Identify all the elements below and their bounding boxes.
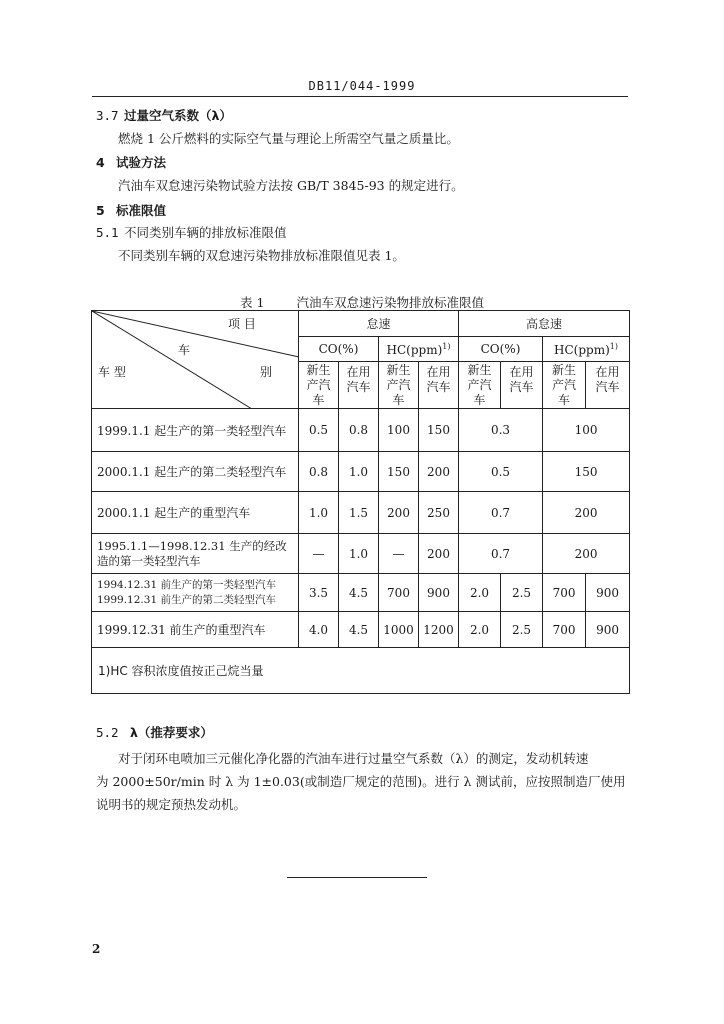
section-5-1-title: 不同类别车辆的排放标准限值 — [124, 225, 287, 240]
cell-value: 1.5 — [339, 492, 379, 534]
section-5-2-line-1: 对于闭环电喷加三元催化净化器的汽油车进行过量空气系数（λ）的测定，发动机转速 — [118, 751, 589, 766]
row-label: 2000.1.1 起生产的第二类轻型汽车 — [92, 452, 299, 492]
header-item-label: 项 目 — [228, 317, 256, 331]
table-row — [92, 574, 630, 612]
cell-value: 2.5 — [501, 574, 543, 612]
cell-value: 200 — [419, 534, 459, 574]
header-high-idle: 高怠速 — [459, 311, 630, 337]
cell-value: 0.8 — [299, 452, 339, 492]
cell-value: 2.5 — [501, 612, 543, 648]
row-label: 1999.1.1 起生产的第一类轻型汽车 — [92, 409, 299, 452]
row-label: 1995.1.1—1998.12.31 生产的经改 造的第一类轻型汽车 — [92, 534, 299, 574]
cell-value: 0.7 — [459, 492, 543, 534]
cell-value: 100 — [543, 409, 630, 452]
section-4-number: 4 — [96, 155, 105, 170]
table-caption-title: 汽油车双怠速污染物排放标准限值 — [296, 295, 484, 310]
table-diagonal-header — [92, 311, 299, 409]
cell-value: 900 — [419, 574, 459, 612]
header-idle-hc — [379, 337, 459, 362]
cell-value: 700 — [543, 612, 586, 648]
cell-value: 250 — [419, 492, 459, 534]
standard-code: DB11/044-1999 — [308, 79, 416, 93]
cell-value: 1200 — [419, 612, 459, 648]
section-4-text: 汽油车双怠速污染物试验方法按 GB/T 3845-93 的规定进行。 — [118, 178, 464, 193]
cell-value: 0.5 — [459, 452, 543, 492]
cell-value: 4.0 — [299, 612, 339, 648]
header-used-vehicle: 在用 汽车 — [501, 362, 543, 409]
row-label: 2000.1.1 起生产的重型汽车 — [92, 492, 299, 534]
cell-value: 0.7 — [459, 534, 543, 574]
header-new-vehicle: 新生 产汽 车 — [379, 362, 419, 409]
cell-value: 200 — [419, 452, 459, 492]
cell-value: 1.0 — [339, 534, 379, 574]
table-footnote: 1)HC 容积浓度值按正己烷当量 — [92, 648, 630, 694]
cell-value: — — [379, 534, 419, 574]
section-5-2-number: 5.2 — [96, 725, 119, 740]
hc-footnote-mark: 1) — [442, 341, 451, 351]
cell-value: 0.3 — [459, 409, 543, 452]
table-row — [92, 492, 630, 534]
cell-value: 1.0 — [339, 452, 379, 492]
header-vehicle-type-label: 车 型 — [98, 365, 126, 379]
emission-limits-table — [91, 310, 630, 694]
cell-value: 0.5 — [299, 409, 339, 452]
row-label: 1999.12.31 前生产的重型汽车 — [92, 612, 299, 648]
cell-value: 150 — [543, 452, 630, 492]
table-row — [92, 452, 630, 492]
section-3-7-text: 燃烧 1 公斤燃料的实际空气量与理论上所需空气量之质量比。 — [118, 131, 459, 146]
hc-footnote-mark: 1) — [609, 341, 619, 351]
table-row — [92, 612, 630, 648]
header-new-vehicle: 新生 产汽 车 — [543, 362, 586, 409]
section-5-title: 标准限值 — [116, 203, 167, 218]
section-3-7-title: 过量空气系数（λ） — [124, 108, 232, 123]
cell-value: 2.0 — [459, 574, 501, 612]
cell-value: 700 — [379, 574, 419, 612]
header-idle: 怠速 — [299, 311, 459, 337]
cell-value: 4.5 — [339, 574, 379, 612]
cell-value: 1000 — [379, 612, 419, 648]
table-note-row — [92, 648, 630, 694]
table-caption-label: 表 1 — [240, 295, 265, 310]
cell-value: — — [299, 534, 339, 574]
cell-value: 200 — [543, 534, 630, 574]
section-4-title: 试验方法 — [116, 155, 167, 170]
header-rule — [92, 96, 628, 97]
section-5-2-title: λ（推荐要求） — [130, 725, 213, 740]
header-high-idle-hc — [543, 337, 630, 362]
cell-value: 1.0 — [299, 492, 339, 534]
cell-value: 2.0 — [459, 612, 501, 648]
diagonal-lines — [92, 311, 299, 409]
cell-value: 100 — [379, 409, 419, 452]
cell-value: 3.5 — [299, 574, 339, 612]
section-5-1-text: 不同类别车辆的双怠速污染物排放标准限值见表 1。 — [118, 248, 405, 263]
header-new-vehicle: 新生 产汽 车 — [299, 362, 339, 409]
row-label: 1994.12.31 前生产的第一类轻型汽车 1999.12.31 前生产的第二类轻型汽车 — [92, 574, 299, 612]
cell-value: 0.8 — [339, 409, 379, 452]
header-bie-label: 别 — [260, 365, 273, 379]
cell-value: 4.5 — [339, 612, 379, 648]
cell-value: 200 — [543, 492, 630, 534]
end-rule — [287, 877, 427, 878]
section-5-2-line-3: 说明书的规定预热发动机。 — [96, 797, 247, 812]
hc-label: HC(ppm) — [386, 342, 443, 357]
section-3-7-number: 3.7 — [96, 108, 119, 123]
header-used-vehicle: 在用 汽车 — [586, 362, 630, 409]
table-row — [92, 534, 630, 574]
header-used-vehicle: 在用 汽车 — [419, 362, 459, 409]
header-che-label: 车 — [178, 343, 191, 357]
cell-value: 150 — [419, 409, 459, 452]
section-5-number: 5 — [96, 203, 105, 218]
cell-value: 900 — [586, 612, 630, 648]
cell-value: 900 — [586, 574, 630, 612]
cell-value: 700 — [543, 574, 586, 612]
table-caption — [0, 293, 724, 311]
cell-value: 200 — [379, 492, 419, 534]
cell-value: 150 — [379, 452, 419, 492]
section-5-1-number: 5.1 — [96, 225, 119, 240]
header-high-idle-co: CO(%) — [459, 337, 543, 362]
page-number: 2 — [92, 942, 101, 956]
hc-label: HC(ppm) — [554, 342, 610, 357]
header-new-vehicle: 新生 产汽 车 — [459, 362, 501, 409]
section-5-2-line-2: 为 2000±50r/min 时 λ 为 1±0.03(或制造厂规定的范围)。进行 λ 测试前，应按照制造厂使用 — [96, 774, 626, 789]
header-used-vehicle: 在用 汽车 — [339, 362, 379, 409]
header-idle-co: CO(%) — [299, 337, 379, 362]
table-row — [92, 409, 630, 452]
